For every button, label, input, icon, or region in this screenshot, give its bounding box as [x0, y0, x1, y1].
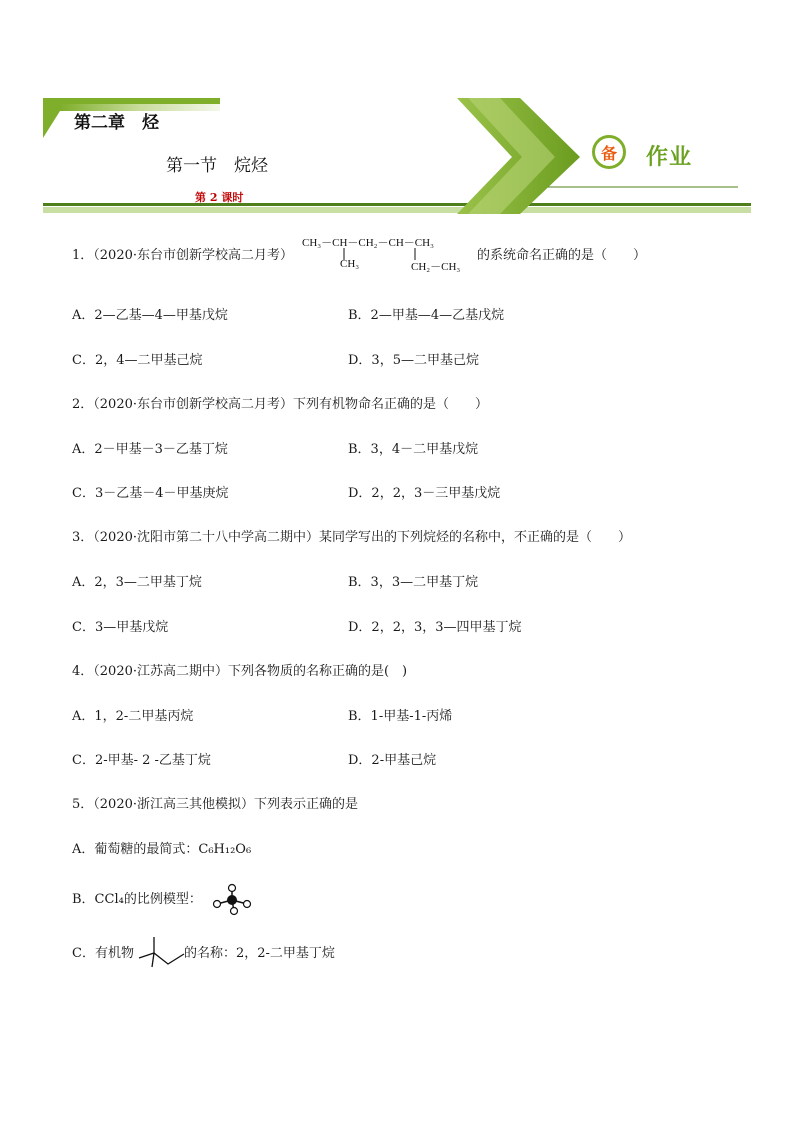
question-3-stem: 3．（2020·沈阳市第二十八中学高二期中）某同学写出的下列烷烃的名称中，不正确的是（ ） — [72, 530, 631, 545]
question-1-option-a[interactable]: A．2—乙基—4—甲基戊烷 — [72, 308, 228, 323]
question-2-option-b[interactable]: B．3，4－二甲基戊烷 — [348, 442, 479, 457]
question-4-option-b[interactable]: B．1-甲基-1-丙烯 — [348, 709, 453, 724]
question-5-option-b-text: B．CCl₄的比例模型： — [72, 892, 202, 907]
question-1-formula-branch-left: CH₃ — [340, 258, 360, 270]
question-2-stem: 2．（2020·东台市创新学校高二月考）下列有机物命名正确的是（ ） — [72, 397, 488, 412]
question-2-option-c[interactable]: C．3－乙基－4－甲基庚烷 — [72, 486, 229, 501]
question-3-option-d[interactable]: D．2，2，3，3—四甲基丁烷 — [348, 620, 522, 635]
question-4-stem: 4．（2020·江苏高二期中）下列各物质的名称正确的是( ) — [72, 664, 408, 679]
question-5-option-a[interactable] — [72, 842, 251, 858]
question-1-option-b[interactable]: B．2—甲基—4—乙基戊烷 — [348, 308, 505, 323]
skeletal-structure-icon — [136, 934, 188, 970]
question-1-option-d[interactable]: D．3，5—二甲基己烷 — [348, 353, 479, 368]
question-5-stem: 5．（2020·浙江高三其他模拟）下列表示正确的是 — [72, 797, 358, 812]
question-1-stem-prefix: 1．（2020·东台市创新学校高二月考） — [72, 248, 293, 263]
question-3-option-c[interactable]: C．3—甲基戊烷 — [72, 620, 169, 635]
question-5-option-c[interactable] — [72, 946, 335, 962]
question-2-option-a[interactable]: A．2－甲基－3－乙基丁烷 — [72, 442, 228, 457]
question-3-option-b[interactable]: B．3，3—二甲基丁烷 — [348, 575, 479, 590]
question-1-formula-branch-right: CH₂－CH₃ — [411, 261, 461, 273]
header-underline — [43, 203, 751, 206]
question-5-option-a-text: A．葡萄糖的最简式： — [72, 842, 199, 857]
question-1-stem-suffix: 的系统命名正确的是（ ） — [477, 248, 647, 263]
question-4-option-c[interactable]: C．2-甲基- 2 -乙基丁烷 — [72, 753, 211, 768]
question-5-option-c-suffix: 的名称：2，2-二甲基丁烷 — [183, 946, 335, 961]
question-1-structural-formula-main: CH₃－CH－CH₂－CH－CH₃ — [302, 237, 434, 249]
question-4-option-a[interactable]: A．1，2-二甲基丙烷 — [72, 709, 194, 724]
question-2-option-d[interactable]: D．2，2，3－三甲基戊烷 — [348, 486, 501, 501]
homework-title: 作业 — [646, 145, 693, 170]
question-5-option-a-formula: C₆H₁₂O₆ — [198, 842, 252, 857]
question-3-option-a[interactable]: A．2，3—二甲基丁烷 — [72, 575, 202, 590]
section-title: 第一节 烷烃 — [166, 156, 268, 176]
question-5-option-b[interactable] — [72, 892, 202, 908]
lesson-label: 第 2 课时 — [195, 191, 244, 204]
question-1-option-c[interactable]: C．2，4—二甲基己烷 — [72, 353, 203, 368]
question-5-option-c-prefix: C．有机物 — [72, 946, 134, 961]
chevron-shape — [457, 98, 580, 214]
ccl4-model-icon — [210, 883, 254, 917]
chapter-title: 第二章 烃 — [74, 113, 159, 133]
question-4-option-d[interactable]: D．2-甲基己烷 — [348, 753, 437, 768]
badge-icon: 备 — [592, 135, 626, 169]
